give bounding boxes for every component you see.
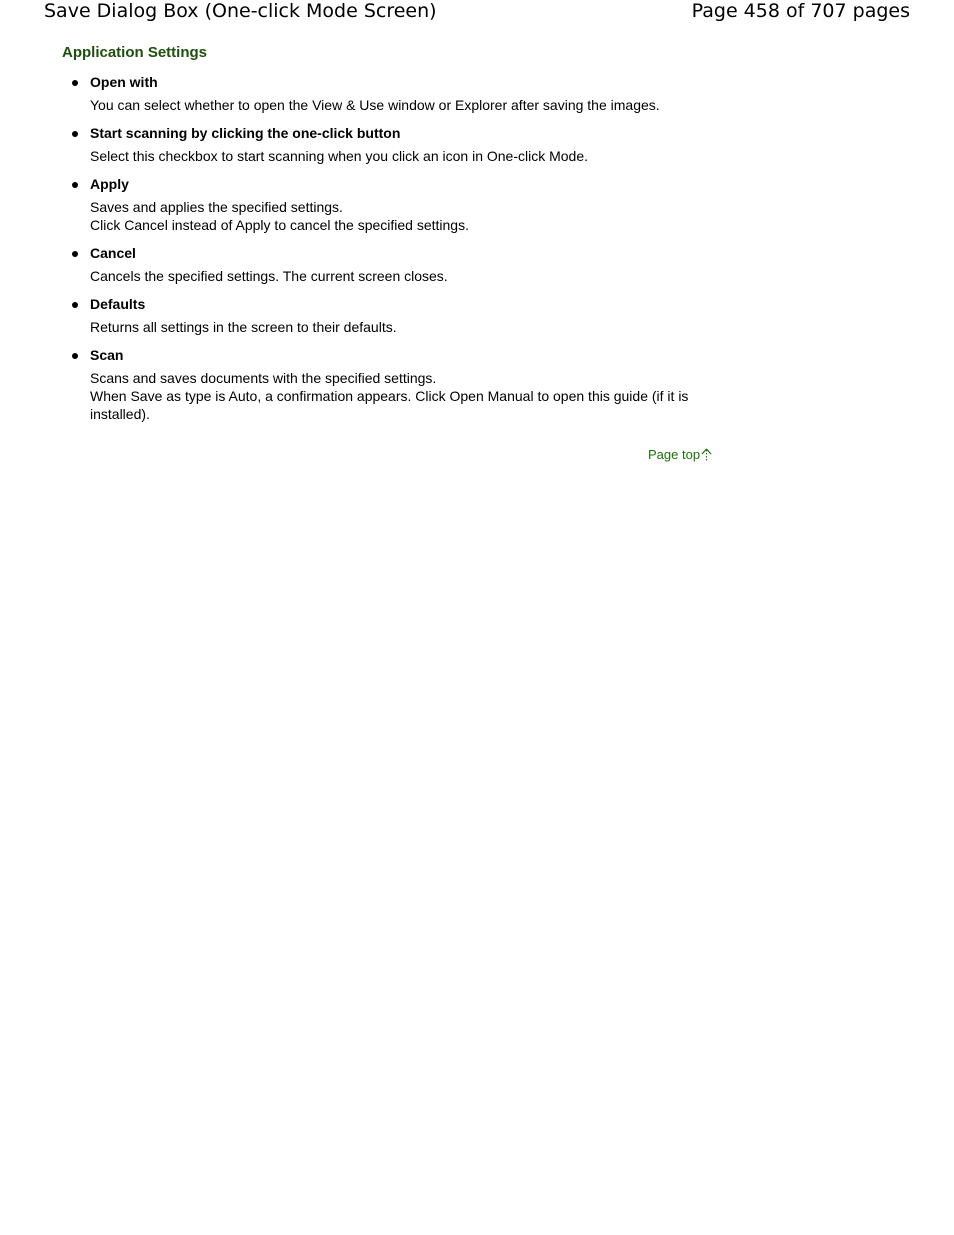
arrow-up-icon: [701, 448, 712, 462]
item-description: [90, 147, 712, 165]
page-header: [0, 0, 954, 26]
document-title: Save Dialog Box (One-click Mode Screen): [44, 0, 437, 22]
item-description: [90, 369, 712, 423]
item-description: [90, 318, 712, 336]
item-description: [90, 96, 712, 114]
item-title: Start scanning by clicking the one-click button: [90, 125, 401, 141]
bullet-icon: [72, 131, 78, 137]
list-item-open-with: [62, 73, 712, 114]
list-item-scan: [62, 346, 712, 423]
section-title: Application Settings: [62, 44, 208, 61]
item-title: Defaults: [90, 296, 146, 312]
description-line: Cancels the specified settings. The current screen closes.: [90, 268, 448, 284]
bullet-icon: [72, 80, 78, 86]
list-item-cancel: [62, 244, 712, 285]
page-number: Page 458 of 707 pages: [691, 0, 910, 22]
list-item-apply: [62, 175, 712, 234]
item-description: [90, 267, 712, 285]
item-description: [90, 198, 712, 234]
description-line: Click Cancel instead of Apply to cancel the specified settings.: [90, 217, 469, 233]
description-line: Select this checkbox to start scanning when you click an icon in One-click Mode.: [90, 148, 589, 164]
bullet-icon: [72, 302, 78, 308]
item-title: Cancel: [90, 245, 136, 261]
description-line: Saves and applies the specified settings.: [90, 199, 343, 215]
main-content: [62, 43, 712, 433]
bullet-icon: [72, 353, 78, 359]
list-item-start-scanning: [62, 124, 712, 165]
item-title: Scan: [90, 347, 124, 363]
description-line: When Save as type is Auto, a confirmation appears. Click Open Manual to open this guide (if it is installed).: [90, 388, 689, 422]
description-line: Scans and saves documents with the specified settings.: [90, 370, 437, 386]
list-item-defaults: [62, 295, 712, 336]
page-top-label: Page top: [648, 447, 701, 462]
description-line: Returns all settings in the screen to their defaults.: [90, 319, 397, 335]
item-title: Open with: [90, 74, 158, 90]
description-line: You can select whether to open the View & Use window or Explorer after saving the images.: [90, 97, 660, 113]
settings-list: [62, 73, 712, 423]
page-top-link[interactable]: [648, 447, 712, 462]
item-title: Apply: [90, 176, 129, 192]
bullet-icon: [72, 251, 78, 257]
bullet-icon: [72, 182, 78, 188]
